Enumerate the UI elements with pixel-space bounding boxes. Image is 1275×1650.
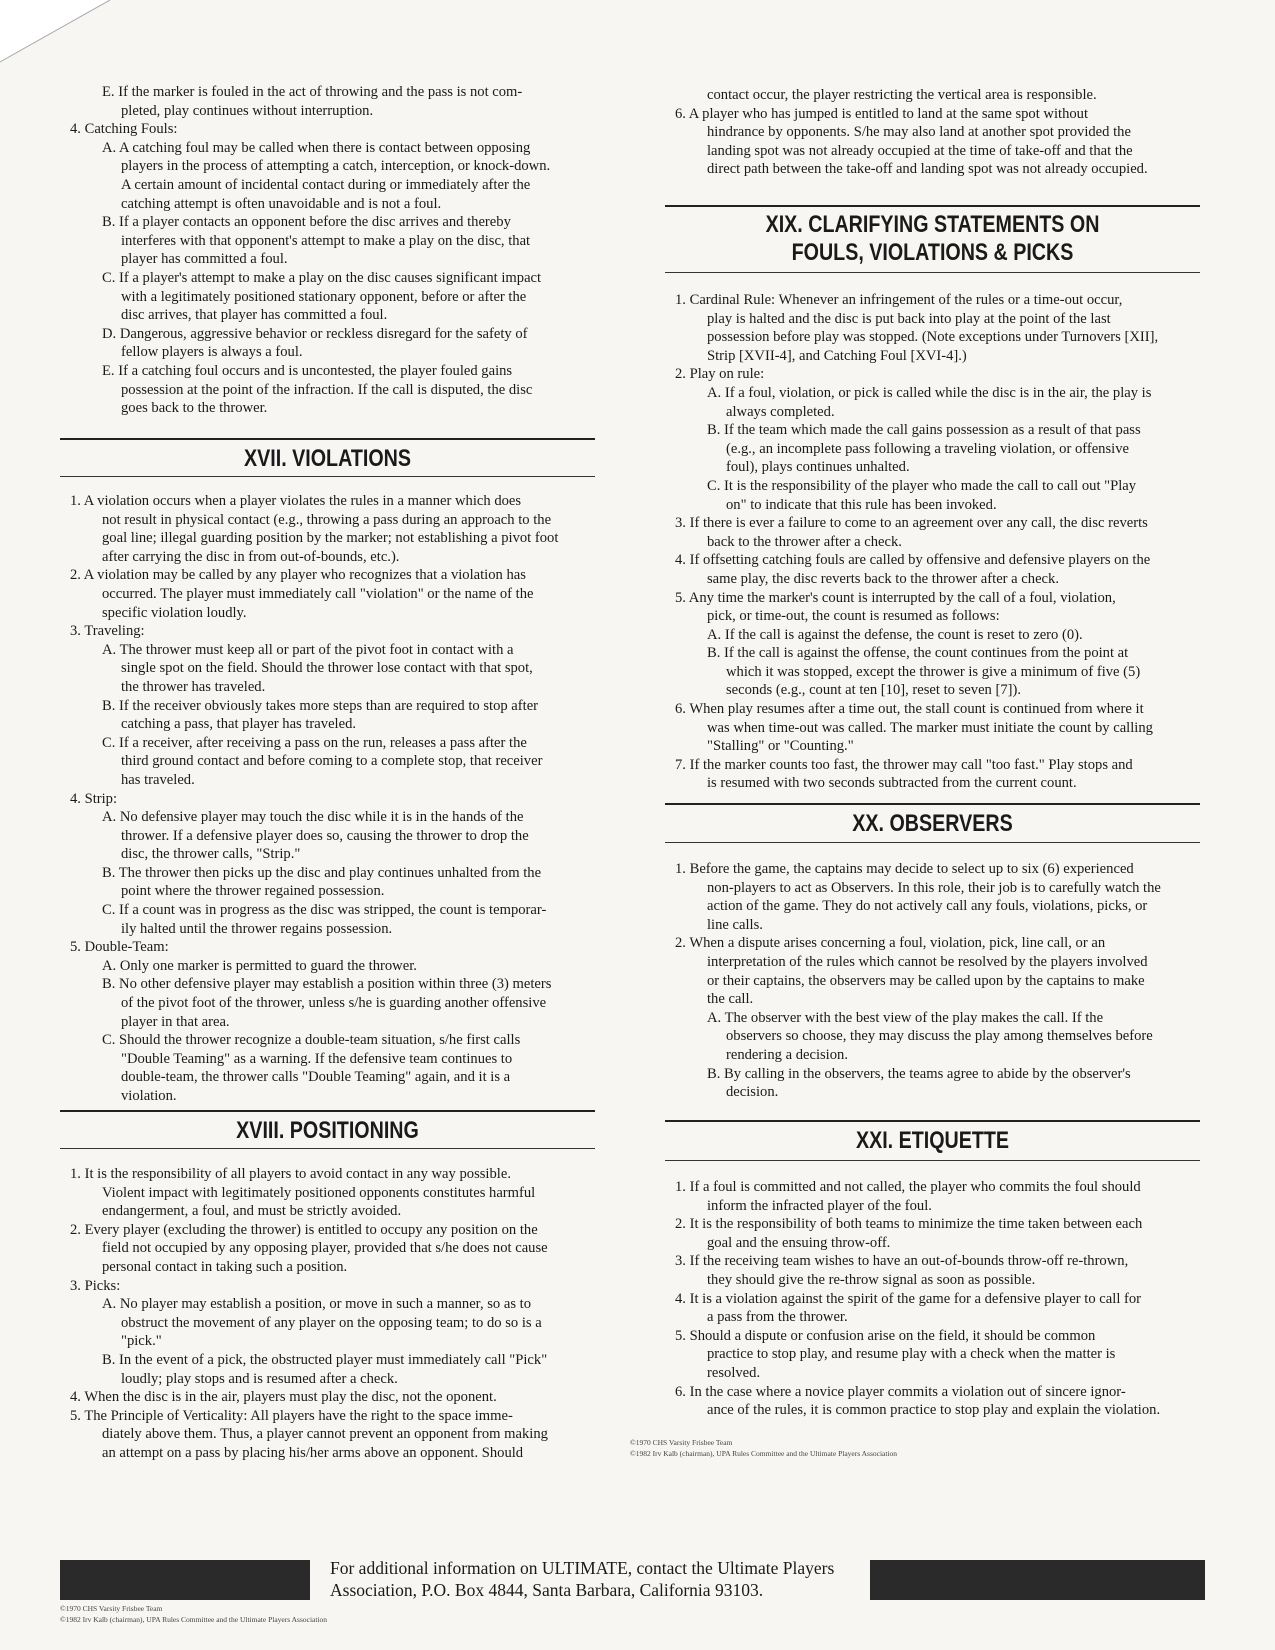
text-line: 6. In the case where a novice player commits a violation out of sincere ignor- <box>675 1383 1126 1400</box>
text-line: on" to indicate that this rule has been invoked. <box>726 496 997 513</box>
footer-line-2: Association, P.O. Box 4844, Santa Barbara, California 93103. <box>330 1580 764 1600</box>
right-copyright-1: ©1970 CHS Varsity Frisbee Team <box>630 1438 733 1447</box>
text-line: 1. Before the game, the captains may decide to select up to six (6) experienced <box>675 861 1134 877</box>
text-line: 1. It is the responsibility of all players to avoid contact in any way possible. <box>70 1166 511 1182</box>
text-line: 3. Traveling: <box>70 623 145 640</box>
text-line: A. The observer with the best view of the play makes the call. If the <box>707 1009 1104 1026</box>
text-line: observers so choose, they may discuss the play among themselves before <box>726 1028 1153 1045</box>
text-line: A certain amount of incidental contact during or immediately after the <box>121 176 531 193</box>
text-line: 2. When a dispute arises concerning a foul, violation, pick, line call, or an <box>675 935 1106 952</box>
etiquette-text <box>665 1178 1200 1420</box>
text-line: of the pivot foot of the thrower, unless s/he is guarding another offensive <box>121 995 547 1012</box>
text-line: disc arrives, that player has committed a foul. <box>121 307 388 324</box>
text-line: line calls. <box>707 916 763 933</box>
observers-rule-bottom <box>665 842 1200 843</box>
text-line: player has committed a foul. <box>121 251 288 268</box>
observers-heading: XX. OBSERVERS <box>852 810 1013 837</box>
text-line: C. It is the responsibility of the player who made the call to call out "Play <box>707 477 1137 494</box>
text-line: third ground contact and before coming to a complete stop, that receiver <box>121 753 543 770</box>
text-line: Strip [XVII-4], and Catching Foul [XVI-4].) <box>707 347 967 364</box>
text-line: pick, or time-out, the count is resumed as follows: <box>707 608 1000 625</box>
clarifying-heading-line-2: FOULS, VIOLATIONS & PICKS <box>791 239 1074 266</box>
text-line: endangerment, a foul, and must be strictly avoided. <box>102 1203 402 1220</box>
text-line: non-players to act as Observers. In this role, their job is to carefully watch the <box>707 879 1161 896</box>
footer-line-1: For additional information on ULTIMATE, contact the Ultimate Players <box>330 1558 835 1578</box>
text-line: goal and the ensuing throw-off. <box>707 1234 891 1251</box>
text-line: action of the game. They do not actively call any fouls, violations, picks, or <box>707 898 1148 915</box>
text-line: catching a pass, that player has traveled. <box>121 716 357 733</box>
text-line: landing spot was not already occupied at the time of take-off and that the <box>707 142 1133 159</box>
clarifying-rule-top <box>665 205 1200 207</box>
observers-rule-top <box>665 803 1200 805</box>
text-line: after carrying the disc in from out-of-bounds, etc.). <box>102 548 400 565</box>
violations-heading: XVII. VIOLATIONS <box>244 445 411 472</box>
text-line: the thrower has traveled. <box>121 678 266 695</box>
text-line: 5. Any time the marker's count is interrupted by the call of a foul, violation, <box>675 589 1116 606</box>
text-line: obstruct the movement of any player on the opposing team; to do so is a <box>121 1314 542 1331</box>
text-line: A. No player may establish a position, or move in such a manner, so as to <box>102 1296 532 1313</box>
observers-text <box>665 860 1200 1102</box>
text-line: B. If the receiver obviously takes more steps than are required to stop after <box>102 697 539 714</box>
text-line: A. A catching foul may be called when there is contact between opposing <box>102 139 531 156</box>
text-line: contact occur, the player restricting the vertical area is responsible. <box>707 87 1097 103</box>
text-line: 3. Picks: <box>70 1277 121 1294</box>
text-line: hindrance by opponents. S/he may also land at another spot provided the <box>707 124 1131 141</box>
text-line: 1. If a foul is committed and not called, the player who commits the foul should <box>675 1179 1141 1195</box>
text-line: they should give the re-throw signal as soon as possible. <box>707 1271 1036 1288</box>
text-line: has traveled. <box>121 771 195 788</box>
text-line: 7. If the marker counts too fast, the thrower may call "too fast." Play stops and <box>675 756 1133 773</box>
text-line: decision. <box>726 1084 779 1101</box>
text-line: 6. When play resumes after a time out, the stall count is continued from where it <box>675 701 1144 718</box>
text-line: direct path between the take-off and landing spot was not already occupied. <box>707 161 1148 178</box>
text-line: E. If the marker is fouled in the act of throwing and the pass is not com- <box>102 84 523 100</box>
text-line: 2. It is the responsibility of both teams to minimize the time taken between each <box>675 1216 1143 1233</box>
text-line: 6. A player who has jumped is entitled to land at the same spot without <box>675 105 1089 122</box>
text-line: back to the thrower after a check. <box>707 533 902 550</box>
text-line: fellow players is always a foul. <box>121 344 303 361</box>
text-line: E. If a catching foul occurs and is uncontested, the player fouled gains <box>102 362 513 379</box>
etiquette-heading: XXI. ETIQUETTE <box>855 1127 1010 1154</box>
text-line: "pick." <box>121 1333 162 1350</box>
text-line: A. If the call is against the defense, the count is reset to zero (0). <box>707 626 1083 643</box>
text-line: goes back to the thrower. <box>121 400 268 417</box>
text-line: A. Only one marker is permitted to guard the thrower. <box>102 957 417 974</box>
text-line: inform the infracted player of the foul. <box>707 1197 932 1214</box>
text-line: 5. The Principle of Verticality: All players have the right to the space imme- <box>70 1407 513 1424</box>
text-line: B. The thrower then picks up the disc and play continues unhalted from the <box>102 864 542 881</box>
etiquette-rule-top <box>665 1120 1200 1122</box>
text-line: B. In the event of a pick, the obstructed player must immediately call "Pick" <box>102 1351 548 1368</box>
positioning-rule-top <box>60 1110 595 1112</box>
text-line: was when time-out was called. The marker must initiate the count by calling <box>707 719 1153 736</box>
text-line: single spot on the field. Should the thrower lose contact with that spot, <box>121 660 533 677</box>
footer-texture-left <box>60 1560 310 1600</box>
text-line: B. By calling in the observers, the teams agree to abide by the observer's <box>707 1065 1131 1082</box>
text-line: 2. A violation may be called by any player who recognizes that a violation has <box>70 567 526 584</box>
text-line: diately above them. Thus, a player cannot prevent an opponent from making <box>102 1426 548 1443</box>
text-line: catching attempt is often unavoidable and is not a foul. <box>121 195 442 212</box>
text-line: is resumed with two seconds subtracted from the current count. <box>707 775 1077 792</box>
text-line: pleted, play continues without interruption. <box>121 102 374 119</box>
text-line: possession before play was stopped. (Note exceptions under Turnovers [XII], <box>707 329 1159 346</box>
right-copyright-2: ©1982 Irv Kalb (chairman), UPA Rules Committee and the Ultimate Players Association <box>630 1449 898 1458</box>
text-line: D. Dangerous, aggressive behavior or reckless disregard for the safety of <box>102 325 528 342</box>
text-line: 4. If offsetting catching fouls are called by offensive and defensive players on the <box>675 552 1151 569</box>
text-line: goal line; illegal guarding position by the marker; not establishing a pivot foot <box>102 530 559 547</box>
text-line: C. If a count was in progress as the disc was stripped, the count is temporar- <box>102 902 547 919</box>
text-line: 1. Cardinal Rule: Whenever an infringement of the rules or a time-out occur, <box>675 292 1123 308</box>
text-line: or their captains, the observers may be called upon by the captains to make <box>707 972 1145 989</box>
text-line: which it was stopped, except the thrower is give a minimum of five (5) <box>726 663 1141 680</box>
text-line: thrower. If a defensive player does so, causing the thrower to drop the <box>121 827 529 844</box>
violations-rule-top <box>60 438 595 440</box>
text-line: 4. Strip: <box>70 790 118 807</box>
text-line: A. The thrower must keep all or part of the pivot foot in contact with a <box>102 641 514 658</box>
text-line: specific violation loudly. <box>102 604 247 621</box>
footer-contact <box>330 1557 860 1601</box>
text-line: 1. A violation occurs when a player violates the rules in a manner which does <box>70 493 522 509</box>
text-line: personal contact in taking such a position. <box>102 1258 348 1275</box>
text-line: ance of the rules, it is common practice to stop play and explain the violation. <box>707 1402 1161 1419</box>
text-line: resolved. <box>707 1364 761 1381</box>
text-line: B. No other defensive player may establish a position within three (3) meters <box>102 976 552 993</box>
clarifying-heading-line-1: XIX. CLARIFYING STATEMENTS ON <box>765 211 1100 238</box>
footer-copyright-1: ©1970 CHS Varsity Frisbee Team <box>60 1604 163 1613</box>
text-line: seconds (e.g., count at ten [10], reset to seven [7]). <box>726 682 1022 699</box>
text-line: interferes with that opponent's attempt to make a play on the disc, that <box>121 232 531 249</box>
text-line: play is halted and the disc is put back into play at the point of the last <box>707 310 1111 327</box>
text-line: 2. Play on rule: <box>675 366 765 383</box>
text-line: not result in physical contact (e.g., throwing a pass during an approach to the <box>102 511 552 528</box>
text-line: 4. It is a violation against the spirit of the game for a defensive player to call for <box>675 1290 1142 1307</box>
text-line: practice to stop play, and resume play with a check when the matter is <box>707 1346 1116 1363</box>
positioning-heading: XVIII. POSITIONING <box>236 1117 419 1144</box>
positioning-text <box>60 1165 595 1463</box>
text-line: loudly; play stops and is resumed after a check. <box>121 1370 398 1387</box>
text-line: 2. Every player (excluding the thrower) is entitled to occupy any position on the <box>70 1221 538 1238</box>
text-line: possession at the point of the infraction. If the call is disputed, the disc <box>121 381 533 398</box>
clarifying-rule-bottom <box>665 272 1200 273</box>
text-line: field not occupied by any opposing player, provided that s/he does not cause <box>102 1240 548 1257</box>
text-line: occurred. The player must immediately call "violation" or the name of the <box>102 585 534 602</box>
text-line: violation. <box>121 1088 177 1104</box>
text-line: always completed. <box>726 403 835 420</box>
text-line: C. Should the thrower recognize a double-team situation, s/he first calls <box>102 1032 521 1049</box>
text-line: same play, the disc reverts back to the thrower after a check. <box>707 570 1059 587</box>
text-line: "Stalling" or "Counting." <box>707 738 854 755</box>
text-line: "Double Teaming" as a warning. If the defensive team continues to <box>121 1050 513 1067</box>
text-line: B. If the call is against the offense, the count continues from the point at <box>707 645 1129 662</box>
text-line: players in the process of attempting a catch, interception, or knock-down. <box>121 158 551 175</box>
text-line: A. If a foul, violation, or pick is called while the disc is in the air, the play is <box>707 384 1152 401</box>
text-line: the call. <box>707 991 754 1008</box>
violations-text <box>60 492 595 1106</box>
folded-corner <box>0 0 110 70</box>
violations-rule-bottom <box>60 476 595 477</box>
footer-copyright-2: ©1982 Irv Kalb (chairman), UPA Rules Committee and the Ultimate Players Association <box>60 1615 328 1624</box>
text-line: A. No defensive player may touch the disc while it is in the hands of the <box>102 809 524 826</box>
left-top-text <box>60 83 595 418</box>
clarifying-text <box>665 291 1200 793</box>
text-line: 4. Catching Fouls: <box>70 121 178 138</box>
text-line: B. If the team which made the call gains possession as a result of that pass <box>707 422 1141 439</box>
text-line: (e.g., an incomplete pass following a traveling violation, or offensive <box>726 440 1129 457</box>
text-line: Violent impact with legitimately positioned opponents constitutes harmful <box>102 1184 536 1201</box>
text-line: 4. When the disc is in the air, players must play the disc, not the oponent. <box>70 1389 497 1406</box>
text-line: interpretation of the rules which cannot be resolved by the players involved <box>707 953 1148 970</box>
text-line: rendering a decision. <box>726 1046 848 1063</box>
etiquette-rule-bottom <box>665 1160 1200 1161</box>
text-line: 5. Should a dispute or confusion arise on the field, it should be common <box>675 1327 1096 1344</box>
text-line: C. If a receiver, after receiving a pass on the run, releases a pass after the <box>102 734 527 751</box>
text-line: 3. If the receiving team wishes to have an out-of-bounds throw-off re-thrown, <box>675 1253 1129 1270</box>
text-line: ily halted until the thrower regains possession. <box>121 920 393 937</box>
text-line: a pass from the thrower. <box>707 1309 848 1326</box>
text-line: player in that area. <box>121 1013 230 1030</box>
right-top-text <box>665 86 1200 179</box>
footer-texture-right <box>870 1560 1205 1600</box>
text-line: disc, the thrower calls, "Strip." <box>121 846 301 863</box>
text-line: C. If a player's attempt to make a play on the disc causes significant impact <box>102 269 542 286</box>
text-line: 5. Double-Team: <box>70 939 169 956</box>
text-line: double-team, the thrower calls "Double Teaming" again, and it is a <box>121 1069 511 1086</box>
text-line: B. If a player contacts an opponent before the disc arrives and thereby <box>102 214 511 231</box>
text-line: foul), plays continues unhalted. <box>726 459 910 476</box>
text-line: 3. If there is ever a failure to come to an agreement over any call, the disc reverts <box>675 515 1148 532</box>
text-line: an attempt on a pass by placing his/her arms above an opponent. Should <box>102 1444 524 1461</box>
text-line: with a legitimately positioned stationary opponent, before or after the <box>121 288 527 305</box>
text-line: point where the thrower regained possession. <box>121 883 385 900</box>
positioning-rule-bottom <box>60 1148 595 1149</box>
